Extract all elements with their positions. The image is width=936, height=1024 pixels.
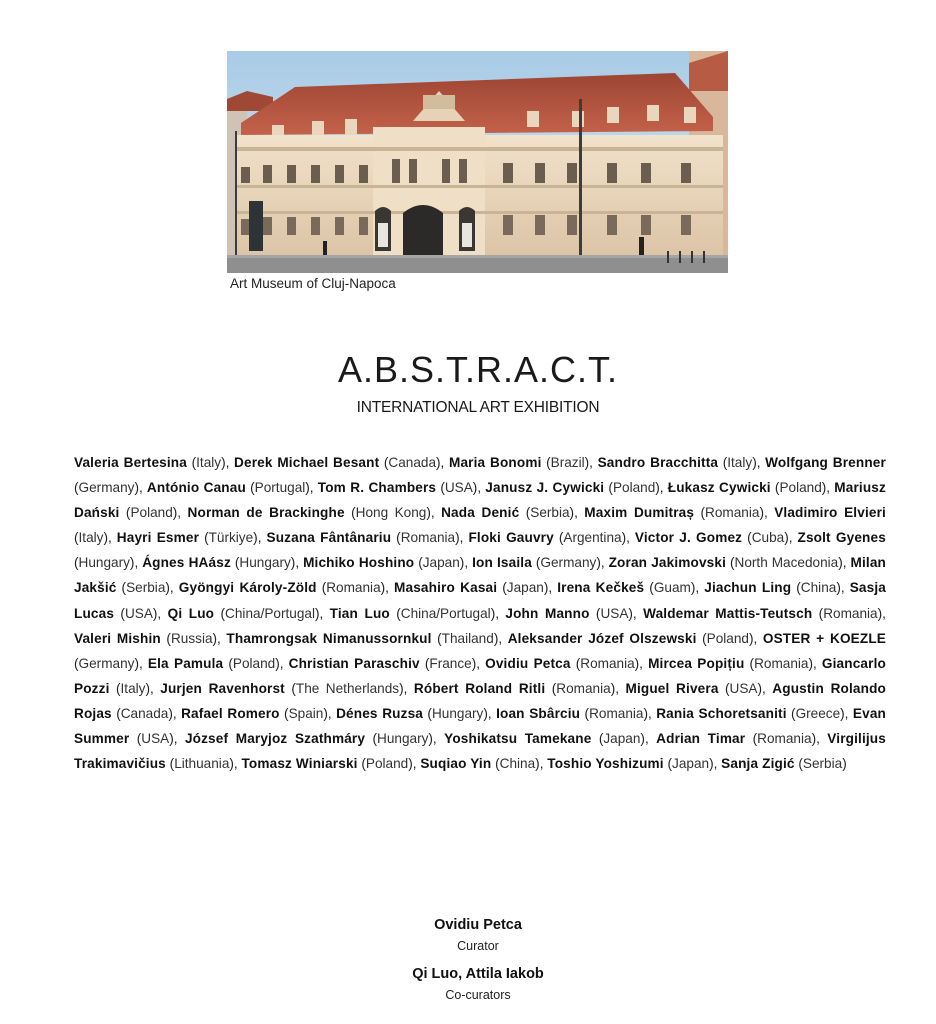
artist-name: Nada Denić (441, 505, 520, 521)
artist-name: Mircea Popițiu (648, 655, 745, 671)
artist-entry: Vladimiro Elvieri (Italy), (74, 505, 886, 546)
artist-country: Romania (757, 731, 812, 747)
artist-name: Hayri Esmer (116, 530, 200, 546)
artist-entry: Sasja Lucas (USA), (74, 580, 886, 621)
artist-entry: Gyöngyi Károly-Zöld (Romania), (178, 580, 395, 596)
artist-entry: Agustin Rolando Rojas (Canada), (74, 680, 886, 721)
artist-entry: Mircea Popițiu (Romania), (648, 655, 822, 671)
artist-entry: Christian Paraschiv (France), (288, 655, 486, 671)
artist-country: China (800, 580, 837, 596)
artist-name: Sanja Zigić (721, 756, 795, 772)
artist-entry: Michiko Hoshino (Japan), (303, 555, 473, 571)
artist-entry: OSTER + KOEZLE (Germany), (74, 630, 887, 671)
artist-country: Hungary (78, 555, 130, 571)
artist-country: Romania (326, 580, 381, 596)
artist-name: Valeri Mishin (74, 630, 161, 646)
artist-name: Toshio Yoshizumi (547, 756, 664, 772)
artist-entry: Dénes Ruzsa (Hungary), (336, 705, 497, 721)
artist-entry: Masahiro Kasai (Japan), (394, 580, 558, 596)
artist-country: Poland (612, 480, 656, 496)
artist-name: Sasja Lucas (74, 580, 886, 621)
artist-country: China/Portugal (225, 605, 315, 621)
artist-country: Spain (288, 705, 324, 721)
artist-name: Róbert Roland Ritli (413, 680, 546, 696)
artist-country: Romania (589, 705, 644, 721)
artist-entry: Jurjen Ravenhorst (The Netherlands), (160, 680, 414, 696)
artist-country: Brazil (550, 455, 585, 470)
artist-country: Portugal (254, 480, 306, 496)
artist-country: Romania (705, 505, 760, 521)
artist-entry: Yoshikatsu Tamekane (Japan), (444, 731, 657, 747)
artist-entry: John Manno (USA), (505, 605, 644, 621)
artist-country: Thailand (441, 630, 494, 646)
artist-name: Zoran Jakimovski (608, 555, 727, 571)
artist-entry: Evan Summer (USA), (74, 705, 886, 747)
artist-country: Greece (795, 705, 841, 721)
artist-entry: Aleksander Józef Olszewski (Poland), (507, 630, 763, 646)
artist-name: Virgilijus Trakimavičius (74, 731, 886, 772)
artist-country: Serbia (530, 505, 570, 521)
artist-name: Waldemar Mattis-Teutsch (643, 605, 813, 621)
artist-country: China/Portugal (400, 605, 491, 621)
artist-name: Irena Kečkeš (557, 580, 645, 596)
artist-country: Canada (120, 705, 169, 721)
artist-country: Canada (388, 455, 437, 470)
artist-entry: Milan Jakšić (Serbia), (74, 555, 886, 596)
artist-entry: Floki Gauvry (Argentina), (468, 530, 635, 546)
artist-entry: Ioan Sbârciu (Romania), (496, 705, 657, 721)
artist-entry: Ela Pamula (Poland), (147, 655, 289, 671)
credit-name: Qi Luo, Attila Iakob (412, 966, 544, 982)
artist-entry: Jiachun Ling (China), (704, 580, 850, 596)
artist-country: Italy (78, 530, 104, 546)
artist-entry: Virgilijus Trakimavičius (Lithuania), (74, 731, 886, 772)
artist-name: Floki Gauvry (468, 530, 554, 546)
artist-name: Tian Luo (329, 605, 390, 621)
artist-entry: Rania Schoretsaniti (Greece), (656, 705, 853, 721)
artist-country: Serbia (802, 756, 843, 772)
artist-entry: Derek Michael Besant (Canada), (234, 455, 449, 470)
artist-country: Japan (422, 555, 460, 571)
artist-country: Italy (196, 455, 222, 470)
artist-entry: Zsolt Gyenes (Hungary), (74, 530, 886, 571)
artist-name: Dénes Ruzsa (336, 705, 424, 721)
artist-name: Rafael Romero (181, 705, 280, 721)
artist-name: Yoshikatsu Tamekane (444, 731, 592, 747)
artist-country: Italy (120, 680, 146, 696)
artist-country: Romania (400, 530, 456, 546)
artist-country: Romania (580, 655, 635, 671)
artist-name: Jiachun Ling (704, 580, 792, 596)
artist-country: Argentina (563, 530, 622, 546)
artist-name: Christian Paraschiv (288, 655, 420, 671)
artist-country: Türkiye (208, 530, 254, 546)
artist-entry: Toshio Yoshizumi (Japan), (547, 756, 722, 772)
artist-country: Germany (540, 555, 597, 571)
artist-country: Japan (672, 756, 710, 772)
artist-name: Wolfgang Brenner (765, 455, 886, 470)
artist-entry: Suzana Fântânariu (Romania), (266, 530, 469, 546)
artist-entry: Thamrongsak Nimanussornkul (Thailand), (226, 630, 508, 646)
artist-country: Hungary (239, 555, 291, 571)
artist-country: Japan (603, 731, 641, 747)
artist-country: Guam (653, 580, 691, 596)
artist-entry: Wolfgang Brenner (Germany), (74, 455, 886, 496)
artist-country: USA (444, 480, 473, 496)
artist-country: Hong Kong (355, 505, 427, 521)
artist-country: Romania (556, 680, 611, 696)
artist-entry: Mariusz Dański (Poland), (74, 480, 886, 521)
credit-role: Curator (457, 939, 499, 953)
artist-name: Tom R. Chambers (317, 480, 437, 496)
artist-entry: Valeria Bertesina (Italy), (74, 455, 235, 470)
credits (0, 914, 936, 1012)
artist-name: Maria Bonomi (448, 455, 542, 470)
artist-name: Ioan Sbârciu (496, 705, 581, 721)
artist-entry: Łukasz Cywicki (Poland), (667, 480, 835, 496)
artist-name: Derek Michael Besant (234, 455, 380, 470)
artist-entry: Maria Bonomi (Brazil), (448, 455, 598, 470)
artist-name: John Manno (505, 605, 590, 621)
artist-name: Rania Schoretsaniti (656, 705, 787, 721)
artist-name: Ela Pamula (147, 655, 224, 671)
artist-country: Germany (78, 480, 135, 496)
exhibition-title: A.B.S.T.R.A.C.T. (337, 349, 619, 390)
artist-entry: Norman de Brackinghe (Hong Kong), (187, 505, 442, 521)
artist-entry: Adrian Timar (Romania), (656, 731, 828, 747)
artist-name: Evan Summer (74, 705, 886, 747)
artist-country: USA (600, 605, 629, 621)
exhibition-subtitle: INTERNATIONAL ART EXHIBITION (356, 399, 600, 416)
artist-entry: Tom R. Chambers (USA), (317, 480, 486, 496)
artist-name: Janusz J. Cywicki (485, 480, 605, 496)
artist-country: USA (124, 605, 153, 621)
artist-entry: Miguel Rivera (USA), (625, 680, 773, 696)
artist-country: Russia (170, 630, 213, 646)
artist-country: Poland (232, 655, 276, 671)
artist-name: Sandro Bracchitta (597, 455, 719, 470)
artist-name: Victor J. Gomez (634, 530, 743, 546)
artist-name: Adrian Timar (656, 731, 746, 747)
artist-entry: Irena Kečkeš (Guam), (557, 580, 705, 596)
artist-entry: Róbert Roland Ritli (Romania), (413, 680, 626, 696)
artist-name: Masahiro Kasai (394, 580, 498, 596)
artist-country: Lithuania (174, 756, 230, 772)
artist-name: Mariusz Dański (74, 480, 886, 521)
artist-name: Tomasz Winiarski (241, 756, 358, 772)
artist-country: Poland (130, 505, 173, 521)
artist-country: The Netherlands (295, 680, 400, 696)
artist-entry: József Maryjoz Szathmáry (Hungary), (184, 731, 445, 747)
artist-entry: Giancarlo Pozzi (Italy), (74, 655, 886, 696)
artist-name: Norman de Brackinghe (187, 505, 345, 521)
artist-name: Giancarlo Pozzi (74, 655, 886, 696)
artist-name: Aleksander Józef Olszewski (507, 630, 697, 646)
artist-name: Gyöngyi Károly-Zöld (178, 580, 317, 596)
artist-name: Ovidiu Petca (485, 655, 571, 671)
artist-country: Cuba (751, 530, 785, 546)
artist-country: China (499, 756, 536, 772)
artist-country: Poland (706, 630, 749, 646)
artist-entry: Rafael Romero (Spain), (181, 705, 337, 721)
artist-entry: Ágnes HAász (Hungary), (142, 555, 304, 571)
artist-list (74, 450, 886, 776)
artist-entry: Zoran Jakimovski (North Macedonia), (608, 555, 851, 571)
artist-country: France (429, 655, 472, 671)
artist-country: Poland (779, 480, 822, 496)
artist-name: Valeria Bertesina (74, 455, 187, 470)
artist-country: Poland (365, 756, 409, 772)
artist-name: António Canau (146, 480, 246, 496)
artist-name: Vladimiro Elvieri (774, 505, 886, 521)
artist-country: Serbia (126, 580, 166, 596)
artist-name: Milan Jakšić (74, 555, 886, 596)
artist-entry: Suqiao Yin (China), (420, 756, 548, 772)
artist-entry: Valeri Mishin (Russia), (74, 630, 227, 646)
artist-entry: Nada Denić (Serbia), (441, 505, 585, 521)
artist-entry: António Canau (Portugal), (146, 480, 318, 496)
artist-entry: Ovidiu Petca (Romania), (485, 655, 649, 671)
artist-country: Romania (823, 605, 878, 621)
artist-country: North Macedonia (734, 555, 839, 571)
artist-entry: Sanja Zigić (Serbia) (721, 756, 847, 772)
artist-name: OSTER + KOEZLE (762, 630, 887, 646)
artist-entry: Victor J. Gomez (Cuba), (634, 530, 798, 546)
artist-name: Łukasz Cywicki (667, 480, 771, 496)
artist-country: USA (141, 731, 170, 747)
artist-name: József Maryjoz Szathmáry (184, 731, 366, 747)
artist-entry: Ion Isaila (Germany), (472, 555, 609, 571)
artist-entry: Qi Luo (China/Portugal), (167, 605, 330, 621)
artist-name: Ágnes HAász (142, 555, 231, 571)
artist-name: Miguel Rivera (625, 680, 719, 696)
artist-name: Qi Luo (167, 605, 215, 621)
artist-name: Michiko Hoshino (303, 555, 415, 571)
artist-entry: Hayri Esmer (Türkiye), (116, 530, 267, 546)
artist-name: Ion Isaila (472, 555, 532, 571)
museum-photo (227, 51, 728, 273)
artist-name: Suqiao Yin (420, 756, 492, 772)
artist-entry: Tomasz Winiarski (Poland), (241, 756, 421, 772)
artist-country: Japan (506, 580, 544, 596)
artist-name: Maxim Dumitraș (584, 505, 695, 521)
artist-entry: Janusz J. Cywicki (Poland), (485, 480, 668, 496)
artist-name: Thamrongsak Nimanussornkul (226, 630, 432, 646)
artist-name: Zsolt Gyenes (797, 530, 886, 546)
artist-country: Hungary (431, 705, 484, 721)
artist-entry: Waldemar Mattis-Teutsch (Romania), (643, 605, 886, 621)
artist-name: Jurjen Ravenhorst (160, 680, 285, 696)
artist-country: Italy (727, 455, 753, 470)
photo-caption: Art Museum of Cluj-Napoca (230, 276, 396, 291)
credit-name: Ovidiu Petca (434, 917, 522, 933)
artist-name: Agustin Rolando Rojas (74, 680, 886, 721)
credit-role: Co-curators (445, 988, 511, 1002)
artist-name: Suzana Fântânariu (266, 530, 392, 546)
artist-entry: Maxim Dumitraș (Romania), (584, 505, 775, 521)
artist-country: Germany (78, 655, 135, 671)
artist-country: Hungary (377, 731, 429, 747)
artist-entry: Sandro Bracchitta (Italy), (597, 455, 766, 470)
artist-country: Romania (754, 655, 809, 671)
artist-country: USA (729, 680, 758, 696)
artist-entry: Tian Luo (China/Portugal), (329, 605, 506, 621)
